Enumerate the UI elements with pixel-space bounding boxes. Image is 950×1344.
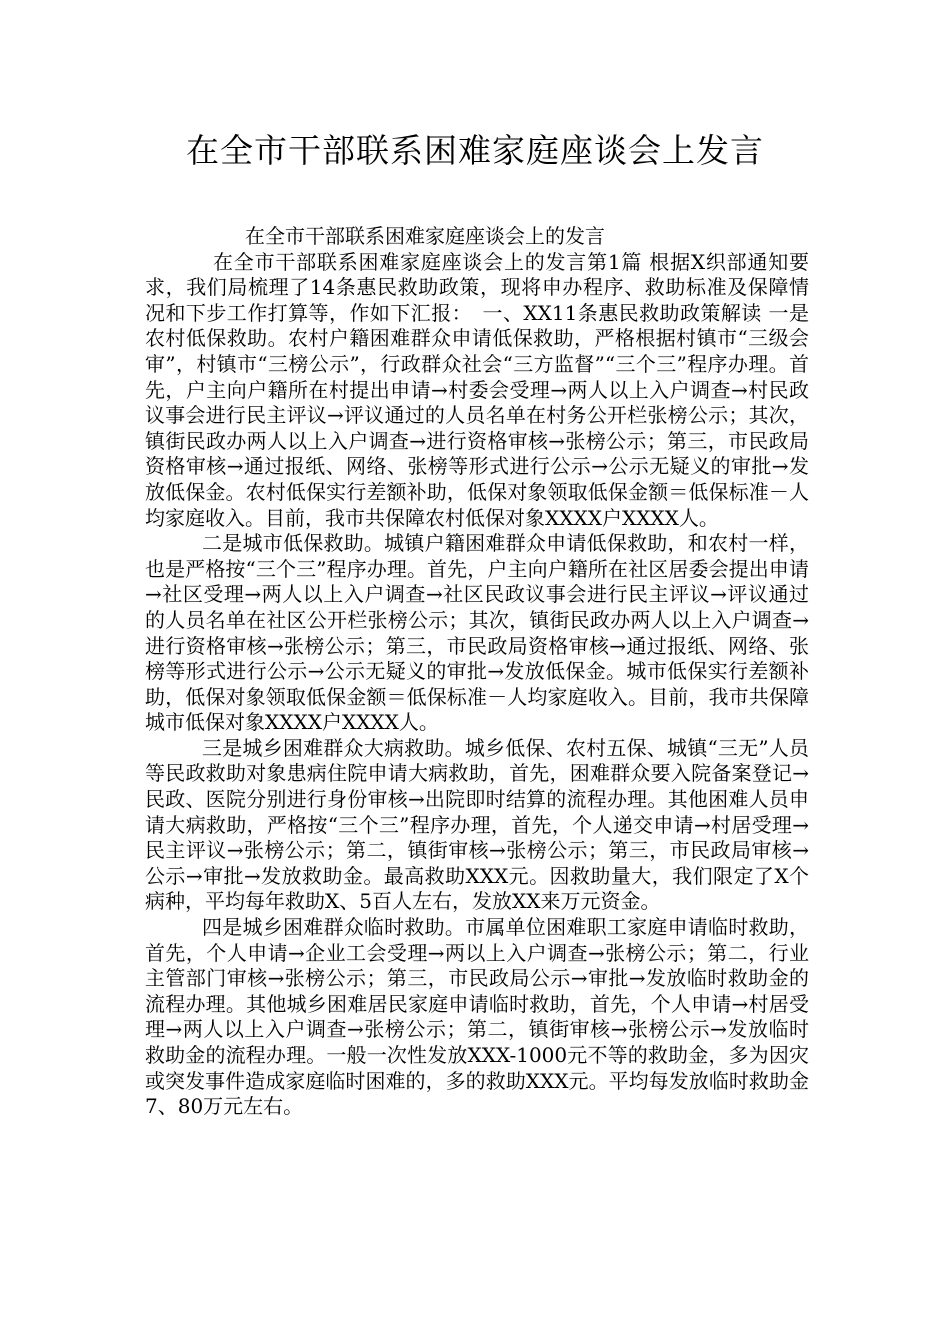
document-title: 在全市干部联系困难家庭座谈会上发言 bbox=[186, 131, 764, 170]
document-body bbox=[145, 224, 809, 1120]
paragraph: 四是城乡困难群众临时救助。市属单位困难职工家庭申请临时救助，首先，个人申请→企业工会受理→两以上入户调查→张榜公示；第二，行业主管部门审核→张榜公示；第三，市民政局公示→审批→发放临时救助金的流程办理。其他城乡困难居民家庭申请临时救助，首先，个人申请→村居受理→两人以上入户调查→张榜公示；第二，镇街审核→张榜公示→发放临时救助金的流程办理。一般一次性发放XXX-1000元不等的救助金，多为因灾或突发事件造成家庭临时困难的，多的救助XXX元。平均每发放临时救助金7、80万元左右。 bbox=[145, 915, 809, 1119]
document-subtitle: 在全市干部联系困难家庭座谈会上的发言 bbox=[245, 224, 605, 248]
paragraph: 在全市干部联系困难家庭座谈会上的发言第1篇 根据X织部通知要求，我们局梳理了14条惠民救助政策，现将申办程序、救助标准及保障情况和下步工作打算等，作如下汇报： 一、XX11条惠民救助政策解读 一是农村低保救助。农村户籍困难群众申请低保救助，严格根据村镇市“三级会审”，村镇市“三榜公示”，行政群众社会“三方监督”“三个三”程序办理。首先，户主向户籍所在村提出申请→村委会受理→两人以上入户调查→村民政议事会进行民主评议→评议通过的人员名单在村务公开栏张榜公示；其次，镇街民政办两人以上入户调查→进行资格审核→张榜公示；第三，市民政局资格审核→通过报纸、网络、张榜等形式进行公示→公示无疑义的审批→发放低保金。农村低保实行差额补助，低保对象领取低保金额＝低保标准－人均家庭收入。目前，我市共保障农村低保对象XXXX户XXXX人。 bbox=[145, 249, 809, 530]
paragraph: 二是城市低保救助。城镇户籍困难群众申请低保救助，和农村一样，也是严格按“三个三”程序办理。首先，户主向户籍所在社区居委会提出申请→社区受理→两人以上入户调查→社区民政议事会进行民主评议→评议通过的人员名单在社区公开栏张榜公示；其次，镇街民政办两人以上入户调查→进行资格审核→张榜公示；第三，市民政局资格审核→通过报纸、网络、张榜等形式进行公示→公示无疑义的审批→发放低保金。城市低保实行差额补助，低保对象领取低保金额＝低保标准－人均家庭收入。目前，我市共保障城市低保对象XXXX户XXXX人。 bbox=[145, 531, 809, 735]
paragraph: 三是城乡困难群众大病救助。城乡低保、农村五保、城镇“三无”人员等民政救助对象患病住院申请大病救助，首先，困难群众要入院备案登记→民政、医院分别进行身份审核→出院即时结算的流程办理。其他困难人员申请大病救助，严格按“三个三”程序办理，首先，个人递交申请→村居受理→民主评议→张榜公示；第二，镇街审核→张榜公示；第三，市民政局审核→公示→审批→发放救助金。最高救助XXX元。因救助量大，我们限定了X个病种，平均每年救助X、5百人左右，发放XX来万元资金。 bbox=[145, 735, 809, 914]
